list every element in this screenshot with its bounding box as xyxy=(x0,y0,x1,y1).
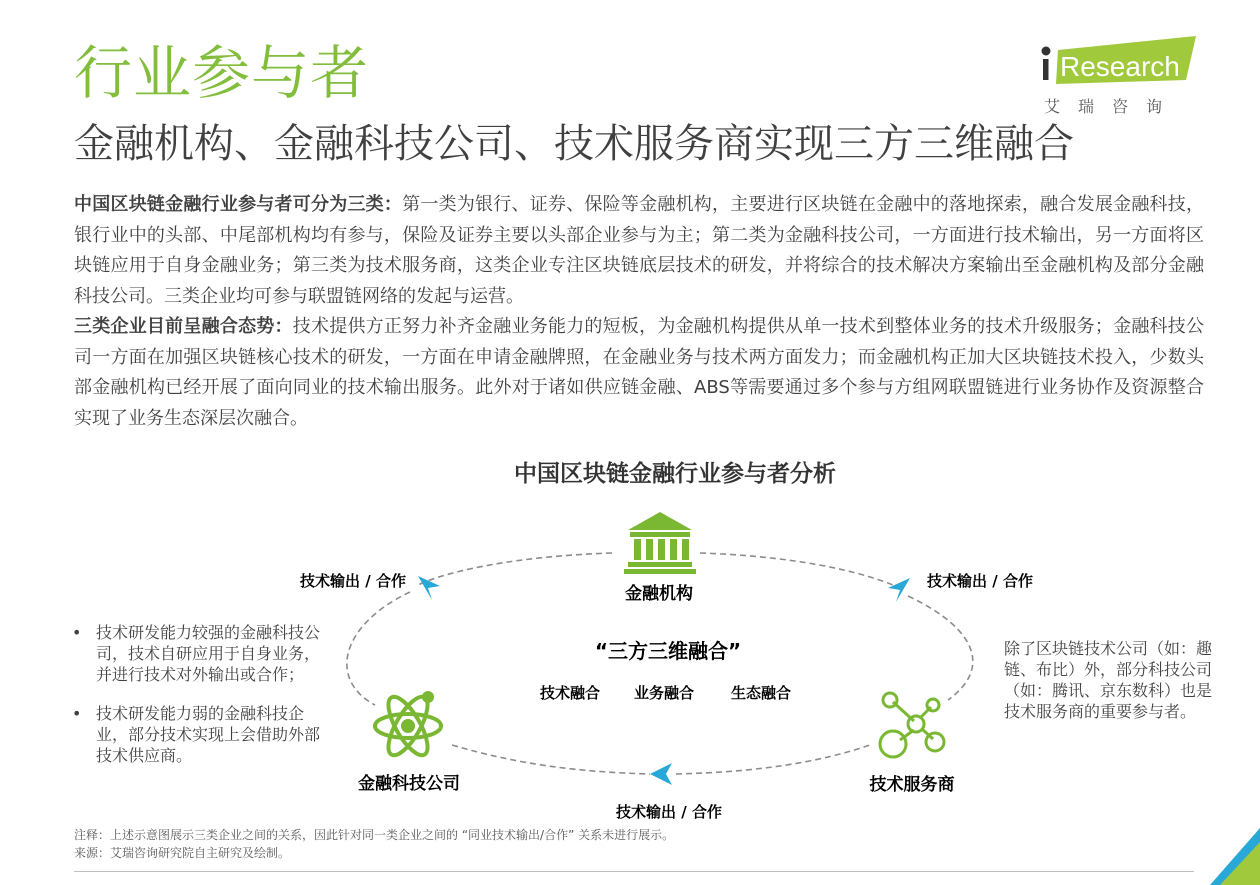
diagram-title: 中国区块链金融行业参与者分析 xyxy=(514,461,836,487)
page-title: 行业参与者 xyxy=(74,39,370,107)
p1-text: 第一类为银行、证券、保险等金融机构，主要进行区块链在金融中的落地探索，融合发展金融科技，银行业中的头部、中尾部机构均有参与，保险及证券主要以头部企业参与为主；第二类为金融科技公司，一方面进行技术输出，另一方面将区块链应用于自身金融业务；第三类为技术服务商，这类企业专注区块链底层技术的研发，并将综合的技术解决方案输出至金融机构及部分金融科技公司。三类企业均可参与联盟链网络的发起与运营。 xyxy=(74,194,1205,307)
ellipse-arc-left xyxy=(347,592,410,705)
left-bullet-list xyxy=(72,622,322,784)
ellipse-arc-bottom-left xyxy=(452,745,650,774)
center-item-tech: 技术融合 xyxy=(539,684,601,702)
center-title: “三方三维融合” xyxy=(594,639,742,663)
arrowhead-top-right xyxy=(888,578,910,602)
p2-lead: 三类企业目前呈融合态势： xyxy=(74,316,293,337)
page-subtitle: 金融机构、金融科技公司、技术服务商实现三方三维融合 xyxy=(74,121,1074,167)
list-item xyxy=(72,703,322,766)
ellipse-arc-bottom-right xyxy=(676,745,870,774)
node-label-left: 金融科技公司 xyxy=(358,774,460,794)
bullet-dot: • xyxy=(72,704,82,723)
list-item xyxy=(72,622,322,685)
bank-icon xyxy=(624,512,696,574)
arrow-label-top-right: 技术输出 / 合作 xyxy=(927,572,1033,590)
arrowhead-bottom xyxy=(650,763,672,785)
bullet-text: 技术研发能力弱的金融科技企业，部分技术实现上会借助外部技术供应商。 xyxy=(96,704,321,765)
ellipse-arc-top-left xyxy=(418,553,612,585)
arrow-label-top-left: 技术输出 / 合作 xyxy=(300,572,406,590)
source-note: 来源：艾瑞咨询研究院自主研究及绘制。 xyxy=(74,846,291,860)
logo-tagline: 艾瑞咨询 xyxy=(1044,97,1181,116)
svg-text:Research: Research xyxy=(1060,51,1180,82)
footer-divider xyxy=(74,871,1194,872)
p1-lead: 中国区块链金融行业参与者可分为三类： xyxy=(74,194,403,215)
node-label-right: 技术服务商 xyxy=(869,775,955,795)
ellipse-arc-top-right xyxy=(700,553,900,588)
molecule-icon xyxy=(880,693,944,757)
bullet-text: 技术研发能力较强的金融科技公司，技术自研应用于自身业务，并进行技术对外输出或合作； xyxy=(96,623,321,684)
node-label-top: 金融机构 xyxy=(625,584,693,604)
arrow-label-bottom: 技术输出 / 合作 xyxy=(616,803,722,821)
center-item-ecosystem: 生态融合 xyxy=(730,684,792,702)
bullet-dot: • xyxy=(72,623,82,642)
corner-decoration xyxy=(1210,828,1260,885)
ellipse-arc-right xyxy=(908,596,973,700)
right-note: 除了区块链技术公司（如：趣链、布比）外，部分科技公司（如：腾讯、京东数科）也是技术服务商的重要参与者。 xyxy=(1004,639,1213,721)
p2-text: 技术提供方正努力补齐金融业务能力的短板，为金融机构提供从单一技术到整体业务的技术升级服务；金融科技公司一方面在加强区块链核心技术的研发，一方面在申请金融牌照，在金融业务与技术两方面发力；而金融机构正加大区块链技术投入，少数头部金融机构已经开展了面向同业的技术输出服务。此外对于诸如供应链金融、ABS等需要通过多个参与方组网联盟链进行业务协作及资源整合实现了业务生态深层次融合。 xyxy=(74,316,1205,429)
center-item-business: 业务融合 xyxy=(633,684,695,702)
atom-icon xyxy=(375,691,441,760)
footnote: 注释：上述示意图展示三类企业之间的关系，因此针对同一类企业之间的 “同业技术输出/合作” 关系未进行展示。 xyxy=(74,828,675,842)
